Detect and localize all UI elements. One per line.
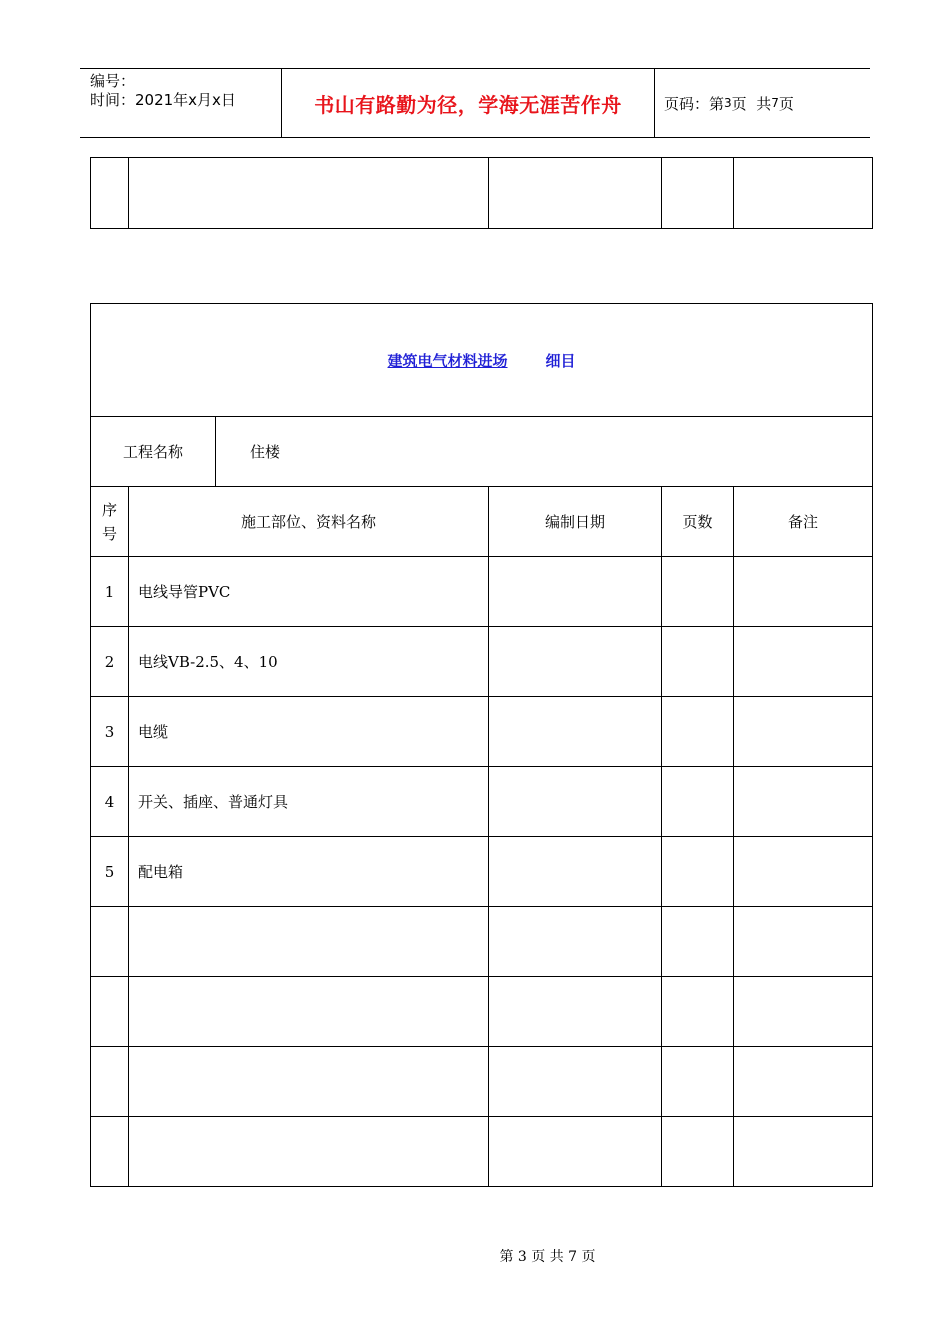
pages-cell	[662, 977, 734, 1047]
seq-cell: 5	[91, 837, 129, 907]
header-page-number	[664, 69, 794, 137]
project-name-value: 住楼	[216, 417, 873, 487]
page-number-prefix: 页码：第	[664, 94, 725, 113]
table-row	[91, 1047, 873, 1117]
date-cell	[489, 697, 662, 767]
header-divider	[654, 69, 655, 137]
pages-cell	[662, 837, 734, 907]
table-row	[91, 1117, 873, 1187]
item-cell: 电线VB-2.5、4、10	[129, 627, 489, 697]
column-header-seq-text: 序号	[101, 500, 117, 543]
remarks-cell	[734, 627, 873, 697]
remarks-cell	[734, 837, 873, 907]
item-cell	[129, 1117, 489, 1187]
item-cell	[129, 158, 489, 229]
item-cell: 配电箱	[129, 837, 489, 907]
pages-cell	[662, 557, 734, 627]
date-cell	[489, 767, 662, 837]
seq-cell	[91, 907, 129, 977]
table-row	[91, 557, 873, 627]
page-footer: 第 3 页 共 7 页	[499, 1249, 596, 1265]
column-header-pages: 页数	[662, 487, 734, 557]
remarks-cell	[734, 767, 873, 837]
remarks-cell	[734, 1047, 873, 1117]
continuation-table	[90, 157, 873, 229]
item-cell: 电缆	[129, 697, 489, 767]
seq-cell: 4	[91, 767, 129, 837]
remarks-cell	[734, 158, 873, 229]
header-meta	[90, 72, 236, 110]
seq-cell	[91, 977, 129, 1047]
form-title-row	[91, 304, 873, 417]
date-cell	[489, 627, 662, 697]
item-cell	[129, 977, 489, 1047]
table-row	[91, 837, 873, 907]
pages-cell	[662, 158, 734, 229]
column-header-remarks: 备注	[734, 487, 873, 557]
date-cell	[489, 557, 662, 627]
column-header-row	[91, 487, 873, 557]
item-cell	[129, 907, 489, 977]
date-cell	[489, 158, 662, 229]
pages-cell	[662, 1047, 734, 1117]
header-motto: 书山有路勤为径，学海无涯苦作舟	[314, 92, 622, 117]
materials-form-table	[90, 303, 873, 1187]
seq-cell	[91, 1117, 129, 1187]
date-cell	[489, 977, 662, 1047]
item-cell: 开关、插座、普通灯具	[129, 767, 489, 837]
item-cell: 电线导管PVC	[129, 557, 489, 627]
seq-cell	[91, 158, 129, 229]
remarks-cell	[734, 557, 873, 627]
page-header	[80, 68, 870, 138]
project-row	[91, 417, 873, 487]
seq-cell: 1	[91, 557, 129, 627]
pages-cell	[662, 907, 734, 977]
table-row	[91, 627, 873, 697]
item-cell	[129, 1047, 489, 1117]
seq-cell: 2	[91, 627, 129, 697]
table-row	[91, 907, 873, 977]
table-row	[91, 767, 873, 837]
pages-cell	[662, 627, 734, 697]
page-number-middle: 页 共	[731, 94, 772, 113]
seq-cell: 3	[91, 697, 129, 767]
document-code-label: 编号：	[90, 72, 136, 90]
column-header-seq	[91, 487, 129, 557]
form-title	[91, 304, 873, 417]
page-number-current: 3	[724, 96, 732, 110]
remarks-cell	[734, 1117, 873, 1187]
table-row	[91, 158, 873, 229]
date-cell	[489, 837, 662, 907]
table-row	[91, 977, 873, 1047]
pages-cell	[662, 697, 734, 767]
pages-cell	[662, 1117, 734, 1187]
project-name-label: 工程名称	[91, 417, 216, 487]
remarks-cell	[734, 907, 873, 977]
date-cell	[489, 907, 662, 977]
column-header-item: 施工部位、资料名称	[129, 487, 489, 557]
page-number-suffix: 页	[778, 94, 794, 113]
form-title-main: 建筑电气材料进场	[387, 351, 508, 370]
table-row	[91, 697, 873, 767]
column-header-date: 编制日期	[489, 487, 662, 557]
document-time-label: 时间：2021年x月x日	[90, 91, 236, 109]
pages-cell	[662, 767, 734, 837]
date-cell	[489, 1047, 662, 1117]
seq-cell	[91, 1047, 129, 1117]
page-number-total: 7	[771, 96, 779, 110]
remarks-cell	[734, 977, 873, 1047]
remarks-cell	[734, 697, 873, 767]
form-title-suffix: 细目	[545, 351, 576, 370]
date-cell	[489, 1117, 662, 1187]
